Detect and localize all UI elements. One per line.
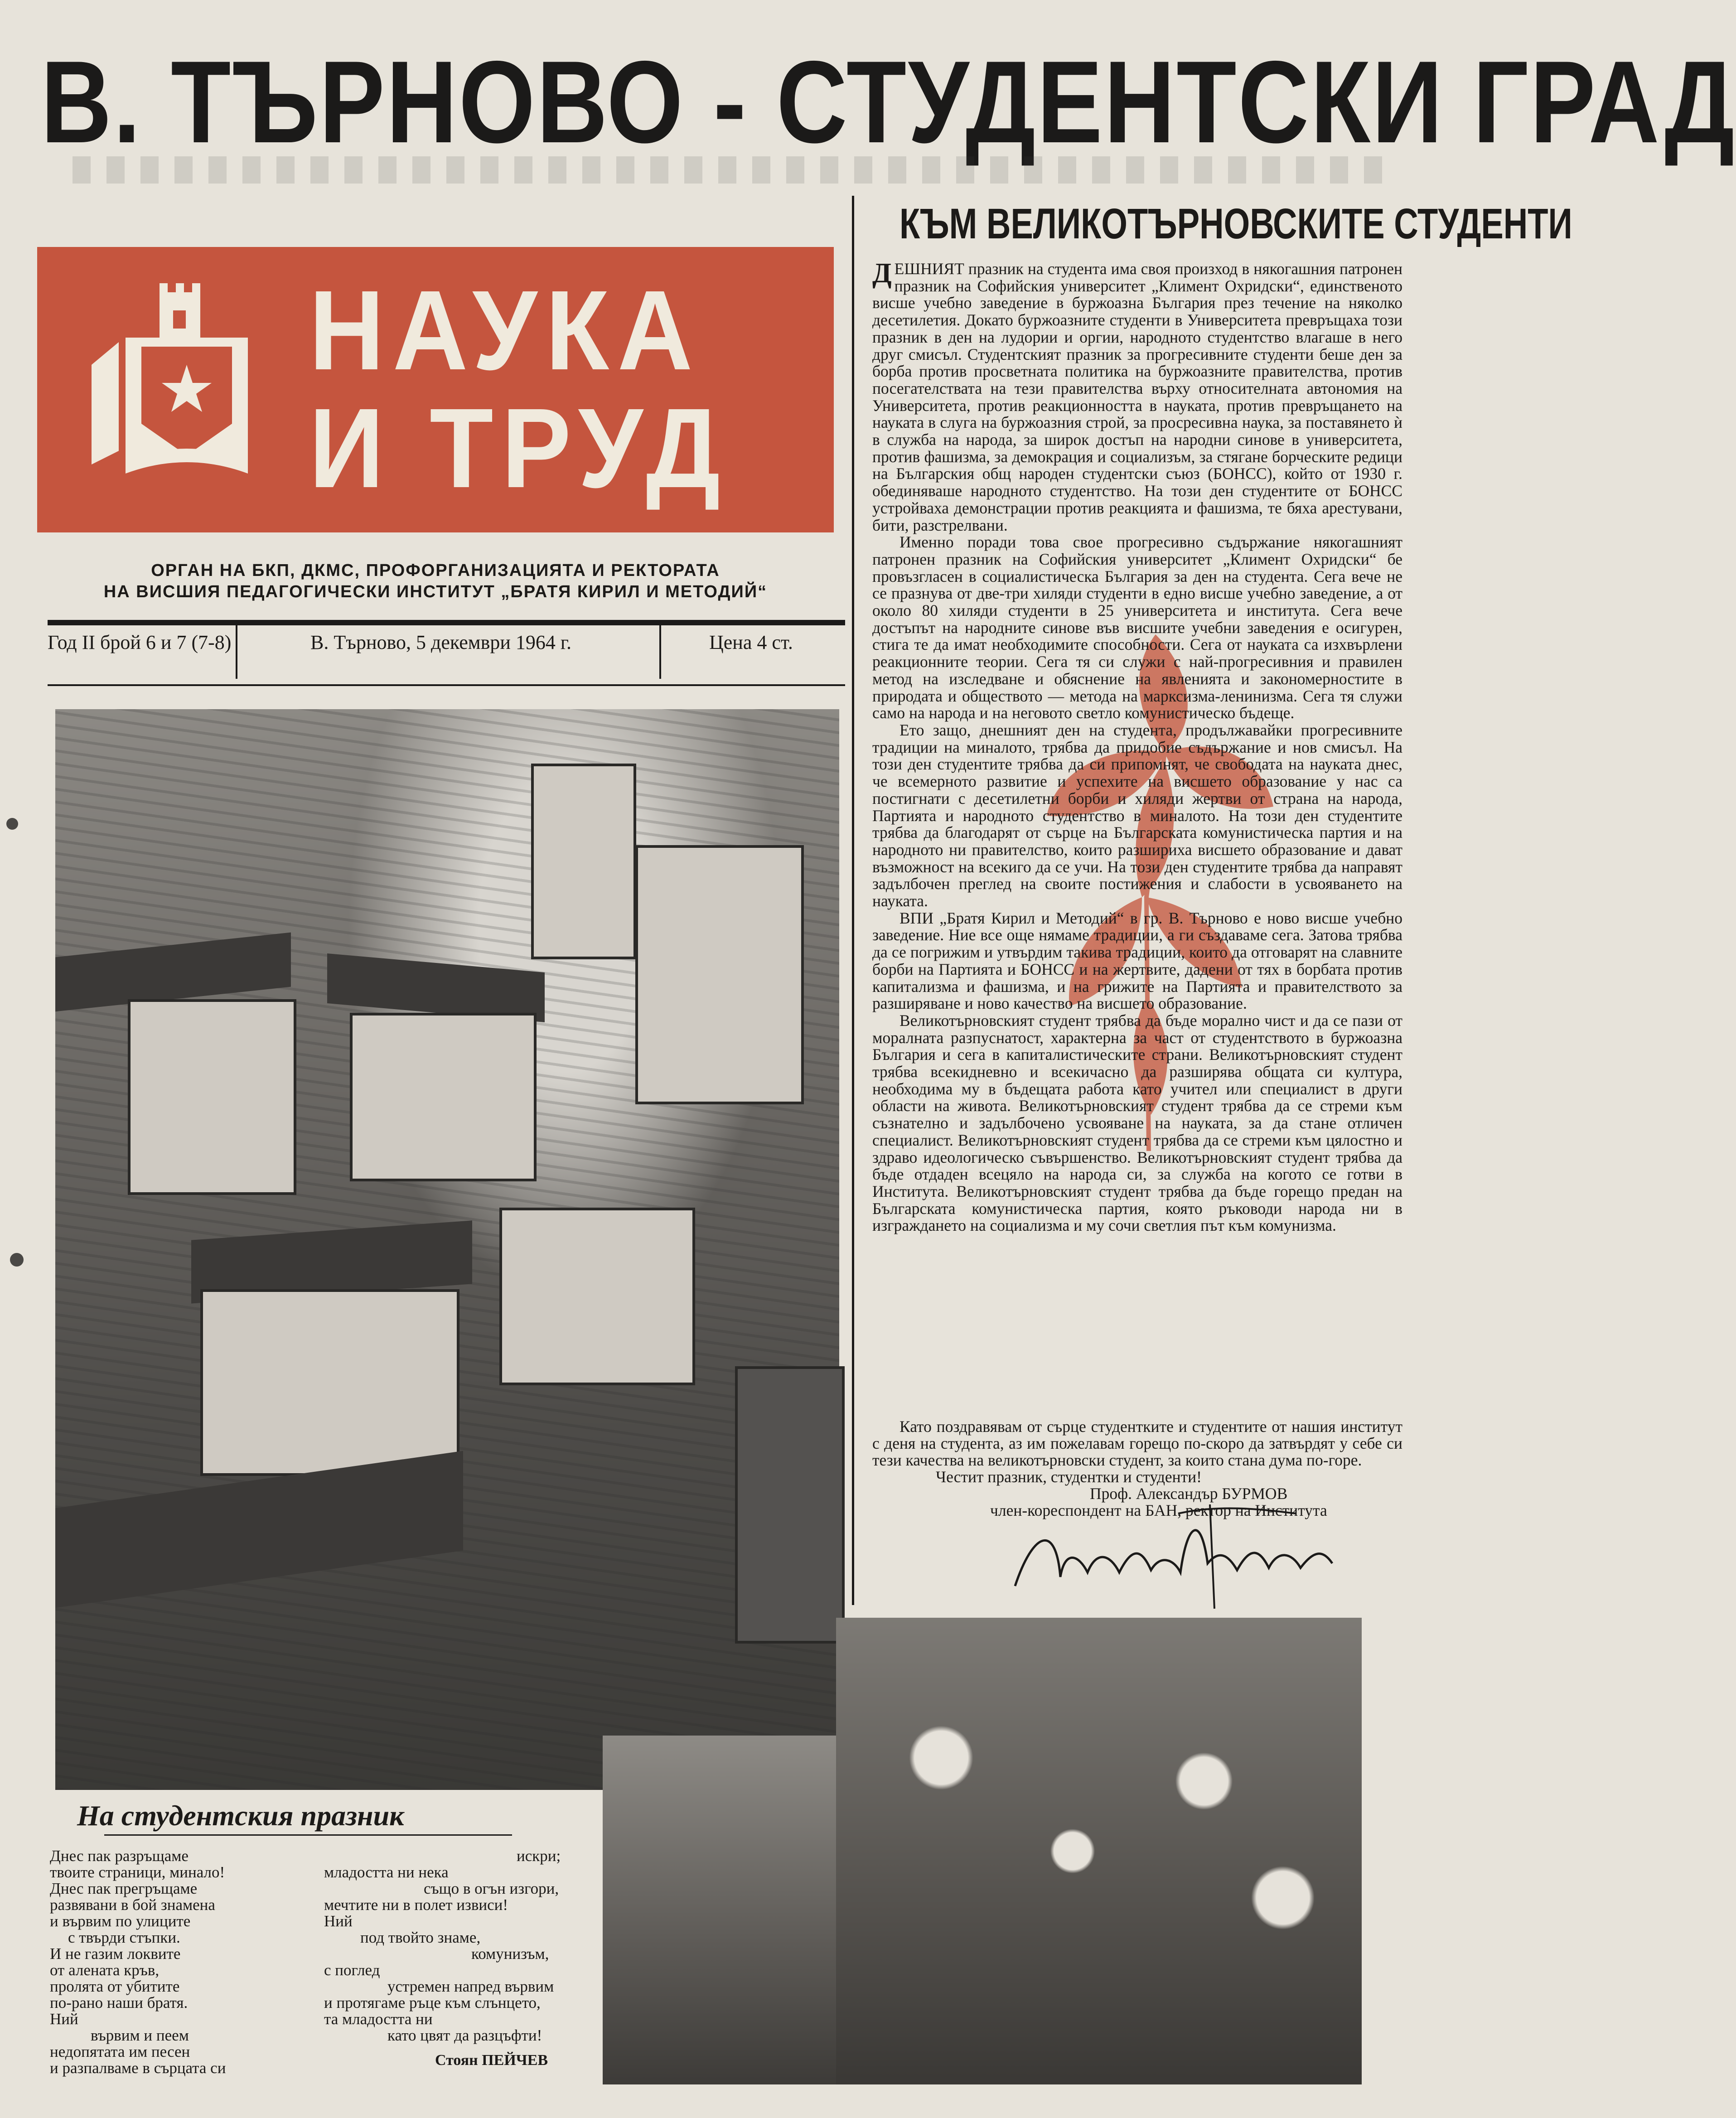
masthead-subtitle-line2: НА ВИСШИЯ ПЕДАГОГИЧЕСКИ ИНСТИТУТ „БРАТЯ КИРИЛ И МЕТОДИЙ“ (103, 582, 768, 601)
poem-line: младостта ни нека (324, 1863, 449, 1881)
handwritten-signature (1006, 1495, 1378, 1613)
article-body (872, 258, 1402, 1235)
poem-line: твоите страници, минало! (50, 1863, 225, 1881)
poem-line: искри; (517, 1847, 561, 1865)
poem-line: вървим и пеем (91, 2026, 189, 2044)
poem-line: та младостта ни (324, 2010, 433, 2028)
poem-line: И не газим локвите (50, 1945, 181, 1963)
divider (659, 625, 661, 679)
headline: В. ТЪРНОВО - СТУДЕНТСКИ ГРАД (41, 36, 1736, 167)
masthead (37, 247, 834, 532)
poem-line: с твърди стъпки. (68, 1929, 180, 1946)
issue-number: Год II брой 6 и 7 (7-8) (48, 631, 232, 653)
poem-line: също в огън изгори, (424, 1880, 559, 1897)
column-rule (852, 196, 854, 1605)
town-photograph (55, 709, 839, 1790)
print-smudge (73, 156, 1387, 184)
poem-line: недопятата им песен (50, 2043, 190, 2060)
poem-line: по-рано наши братя. (50, 1994, 188, 2012)
poem-line: устремен напред вървим (387, 1978, 554, 1995)
poem-title-rule (104, 1834, 512, 1836)
poem-line: и вървим по улиците (50, 1912, 191, 1930)
binding-hole (6, 818, 18, 830)
poem-line: и протягаме ръце към слънцето, (324, 1994, 541, 2012)
poem-line: Днес пак разръщаме (50, 1847, 189, 1865)
institute-logo-icon (82, 274, 255, 478)
article-author-title: член-кореспондент на БАН, ректор на Института (990, 1501, 1327, 1519)
masthead-subtitle-line1: ОРГАН НА БКП, ДКМС, ПРОФОРГАНИЗАЦИЯТА И РЕКТОРАТА (151, 561, 720, 580)
article-author: Проф. Александър БУРМОВ (1090, 1485, 1288, 1503)
students-photograph (836, 1618, 1362, 2084)
students-photograph-left (603, 1736, 847, 2084)
issue-price: Цена 4 ст. (709, 631, 793, 653)
article-paragraph: Ето защо, днешният ден на студента, продължавайки прогресивните традиции на миналото, трябва да придобие съдържание и нов смисъл. На този ден студентите трябва да си припомнят, че свободата на науката днес, че всемерното развитие и успехите на висшето образование у нас са постигнати с десетилетни борби и хиляди жертви от страна на народа, Партията и народното студентство в миналото. На този ден студентите трябва да благодарят от сърце на Българската комунистическа партия и на народното ни правителство, които разшириха висшето образование и дават възможност на всекиго да се учи. На този ден студентите трябва да направят задълбочен преглед на своите постижения и слабости в усвояването на науката. (872, 721, 1402, 910)
poem-line: Ний (324, 1912, 353, 1930)
poem-line: мечтите ни в полет извиси! (324, 1896, 508, 1914)
poem-line: от алената кръв, (50, 1961, 160, 1979)
closing-greeting: Честит празник, студентки и студенти! (936, 1468, 1202, 1486)
poem-line: и разпалваме в сърцата си (50, 2059, 226, 2077)
drop-cap: Д (872, 258, 892, 289)
article-paragraph: Великотърновският студент трябва да бъде морално чист и да се пази от моралната разпуснатост, характерна за част от студентството в буржоазна България и сега в капиталистическите страни. Великотърновският студент трябва всекидневно и всекичасно да разширява общата си култура, необходима му в бъдещата работа като учител или специалист в други области на живота. Великотърновският студент трябва да се стреми към съзнателно и задълбочено усвояване на науката, за да стане отличен специалист. Великотърновският студент трябва да се стреми към цялостно и здраво идеологическо съвършенство. Великотърновският студент трябва да бъде отдаден всецяло на народа си, за служба на когото се готви в Института. Великотърновският студент трябва да бъде горещо предан на Българската комунистическа партия, която ръководи народа ни в изграждането на социализма и му сочи светлия път към комунизма. (872, 1011, 1402, 1235)
issue-info-bar (48, 620, 845, 686)
poem-title: На студентския празник (77, 1799, 404, 1832)
poem-line: като цвят да разцъфти! (387, 2026, 542, 2044)
poem-line: под твойто знаме, (360, 1929, 481, 1946)
masthead-title-line1: НАУКА (309, 267, 701, 393)
article-paragraph: ВПИ „Братя Кирил и Методий“ в гр. В. Търново е ново висше учебно заведение. Ние все още нямаме традиции, а ги създаваме сега. Затова трябва да се погрижим и утвърдим такива традиции, които да отговарят на славните борби на Партията и БОНСС и на жертвите, дадени от тях в борбата против капитализма и фашизма, и на грижите на Партията и правителството за разширяване и ново качество на висшето образование. (872, 909, 1402, 1013)
poem-line: развявани в бой знамена (50, 1896, 215, 1914)
poem-author: Стоян ПЕЙЧЕВ (435, 2052, 548, 2069)
binding-hole (10, 1253, 24, 1267)
article-paragraph: ДЕШНИЯТ празник на студента има своя произход в някогашния патронен празник на Софийския университет „Климент Охридски“, единственото висше учебно заведение в буржоазна България през течение на няколко десетилетия. Докато буржоазните студенти в Университета превръщаха този празник в ден на лудории и оргии, народното студентство влагаше в него друг смисъл. Студентският празник за прогресивните студенти беше ден за борба против просветната политика на буржоазните правителства, против посегателствата на тези правителства върху относителната автономия на Университета, против реакционността в науката, против превръщането на науката в слуга на буржоазния строй, за просресивна наука, за поставянето ѝ в служба на народа, за широк достъп на народни синове в университета, против фашизма, за демокрация и социализъм, за стягане борческите редици на Българския общ народен студентски съюз (БОНСС), който от 1930 г. обединяваше народното студентство. На този ден студентите от БОНСС устройваха демонстрации против реакцията и фашизма, те бяха арестувани, бити, разстрелвани. (872, 258, 1402, 534)
poem-line: комунизъм, (471, 1945, 549, 1963)
divider (236, 625, 237, 679)
article-paragraph: Именно поради това свое прогресивно съдържание някогашният патронен празник на Софийския университет „Климент Охридски“ бе провъзгласен в социалистическа България за ден на студента. Сега вече не се празнува от две-три хиляди студенти в едно висше учебно заведение, а от около 80 хиляди студенти в 25 университета и института. Сега вече достъпът на народните синове във висшите учебни заведения е осигурен, стига те да имат необходимите способности. Сега от науката са изхвърлени реакционните теории. Сега тя си служи с най-прогресивния и правилен метод на изследване и обяснение на явленията и закономерностите в природата и обществото — метода на марксизма-ленинизма. Сега тя служи само на народа и на неговото светло комунистическо бъдеще. (872, 533, 1402, 722)
poem-line: Днес пак прегръщаме (50, 1880, 198, 1897)
poem-line: с поглед (324, 1961, 380, 1979)
poem-line: пролята от убитите (50, 1978, 180, 1995)
masthead-title-line2: И ТРУД (309, 385, 729, 511)
closing-paragraph: Като поздравявам от сърце студентките и студентите от нашия институт с деня на студента, аз им пожелавам горещо по-скоро да затвърдят у себе си тези качества на великотърновски студент, за които стана дума по-горе. (872, 1417, 1402, 1469)
article-title: КЪМ ВЕЛИКОТЪРНОВСКИТЕ СТУДЕНТИ (899, 200, 1572, 248)
poem-line: Ний (50, 2010, 78, 2028)
issue-date: В. Търново, 5 декември 1964 г. (310, 631, 571, 653)
